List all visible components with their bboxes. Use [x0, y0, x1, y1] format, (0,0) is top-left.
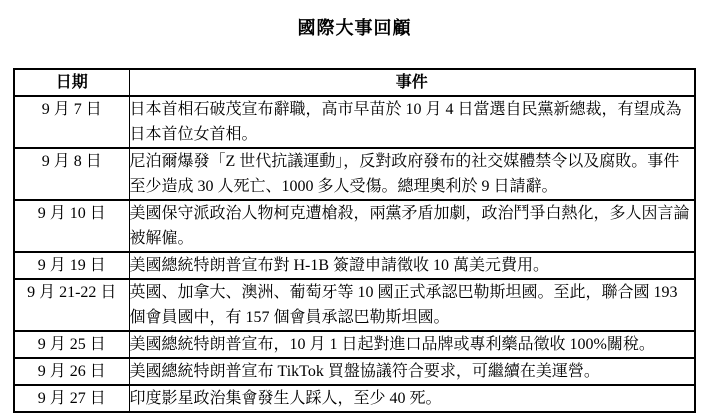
date-cell: 9 月 8 日: [14, 148, 129, 200]
event-cell: 美國保守派政治人物柯克遭槍殺，兩黨矛盾加劇，政治鬥爭白熱化，多人因言論被解僱。: [129, 200, 695, 252]
event-cell: 尼泊爾爆發「Z 世代抗議運動」，反對政府發布的社交媒體禁令以及腐敗。事件至少造成 30 人死亡、1000 多人受傷。總理奧利於 9 日請辭。: [129, 148, 695, 200]
date-cell: 9 月 27 日: [14, 385, 129, 412]
events-table: [13, 68, 696, 413]
date-cell: 9 月 25 日: [14, 331, 129, 358]
table-row: [14, 331, 695, 358]
table-row: [14, 200, 695, 252]
table-row: [14, 385, 695, 412]
event-cell: 英國、加拿大、澳洲、葡萄牙等 10 國正式承認巴勒斯坦國。至此，聯合國 193 個會員國中，有 157 個會員承認巴勒斯坦國。: [129, 279, 695, 331]
column-header-date: 日期: [14, 69, 129, 96]
date-cell: 9 月 21-22 日: [14, 279, 129, 331]
event-cell: 美國總統特朗普宣布對 H-1B 簽證申請徵收 10 萬美元費用。: [129, 252, 695, 279]
table-row: [14, 148, 695, 200]
table-row: [14, 96, 695, 148]
table-row: [14, 252, 695, 279]
date-cell: 9 月 26 日: [14, 358, 129, 385]
table-row: [14, 358, 695, 385]
page-title: 國際大事回顧: [297, 18, 412, 38]
date-cell: 9 月 19 日: [14, 252, 129, 279]
event-cell: 美國總統特朗普宣布，10 月 1 日起對進口品牌或專利藥品徵收 100%關稅。: [129, 331, 695, 358]
table-row: [14, 279, 695, 331]
date-cell: 9 月 7 日: [14, 96, 129, 148]
column-header-event: 事件: [129, 69, 695, 96]
header-row: [14, 69, 695, 96]
date-cell: 9 月 10 日: [14, 200, 129, 252]
event-cell: 美國總統特朗普宣布 TikTok 買盤協議符合要求，可繼續在美運營。: [129, 358, 695, 385]
event-cell: 印度影星政治集會發生人踩人，至少 40 死。: [129, 385, 695, 412]
event-cell: 日本首相石破茂宣布辭職，高市早苗於 10 月 4 日當選自民黨新總裁，有望成為日本首位女首相。: [129, 96, 695, 148]
